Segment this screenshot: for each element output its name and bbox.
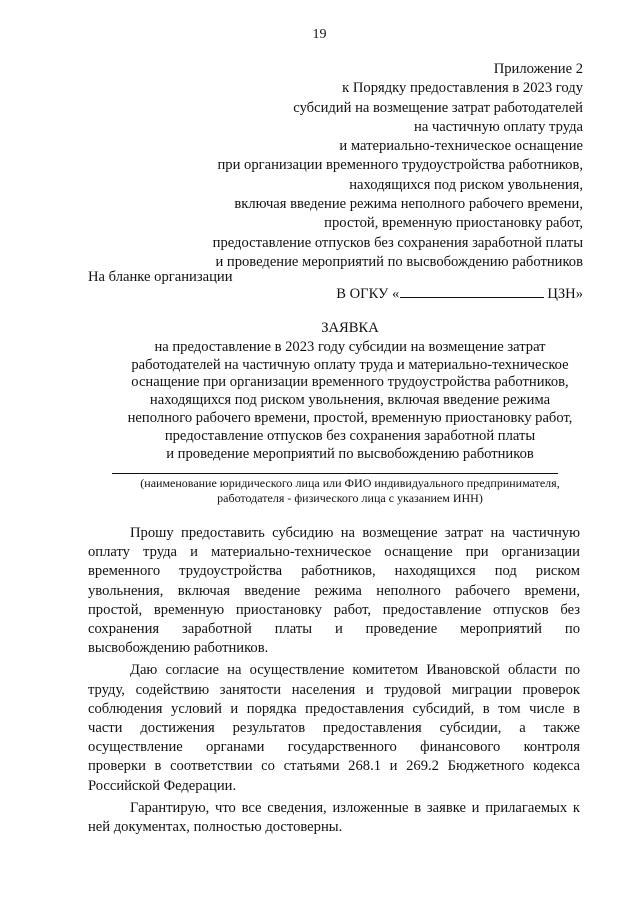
body-text bbox=[88, 524, 580, 840]
document-title: ЗАЯВКА bbox=[321, 320, 379, 336]
paragraph-line: проверки в соответствии со статьями 268.1 и 269.2 Бюджетного кодекса bbox=[88, 758, 580, 775]
appendix-line: на частичную оплату труда bbox=[414, 118, 583, 135]
appendix-line: предоставление отпусков без сохранения заработной платы bbox=[212, 234, 583, 251]
title-line: на предоставление в 2023 году субсидии на возмещение затрат bbox=[154, 338, 546, 355]
addressee-suffix: ЦЗН» bbox=[547, 286, 583, 302]
addressee-line bbox=[336, 284, 583, 303]
appendix-line: и материально-техническое оснащение bbox=[339, 138, 583, 155]
appendix-line: и проведение мероприятий по высвобождению работников bbox=[215, 253, 583, 270]
paragraph-consent bbox=[88, 661, 580, 795]
paragraph-request bbox=[88, 524, 580, 658]
applicant-caption bbox=[60, 476, 639, 507]
paragraph-line: Гарантирую, что все сведения, изложенные в заявке и прилагаемых к bbox=[130, 799, 580, 816]
title-line: и проведение мероприятий по высвобождению работников bbox=[166, 445, 534, 462]
document-title-block bbox=[60, 320, 639, 463]
appendix-line: находящихся под риском увольнения, bbox=[349, 176, 583, 193]
paragraph-line: Российской Федерации. bbox=[88, 777, 237, 794]
page-number: 19 bbox=[312, 27, 327, 42]
paragraph-line: соблюдения условий и порядка предоставления субсидий, в том числе в bbox=[88, 700, 580, 717]
title-line: находящихся под риском увольнения, включая введение режима bbox=[149, 392, 551, 409]
paragraph-line: оплату труда и материально-техническое оснащение при организации bbox=[88, 544, 580, 561]
paragraph-line: ней документах, полностью достоверны. bbox=[88, 819, 343, 836]
applicant-name-blank-line[interactable] bbox=[112, 473, 558, 474]
appendix-line: простой, временную приостановку работ, bbox=[324, 215, 583, 232]
appendix-line: к Порядку предоставления в 2023 году bbox=[342, 80, 583, 97]
addressee-blank-field[interactable] bbox=[400, 284, 544, 298]
paragraph-line: простой, временную приостановку работ, предоставление отпусков без bbox=[88, 601, 580, 618]
paragraph-line: части достижения результатов предоставления субсидии, а также bbox=[88, 720, 580, 737]
paragraph-line: высвобождению работников. bbox=[88, 640, 269, 657]
addressee-prefix: В ОГКУ « bbox=[336, 286, 400, 302]
title-line: неполного рабочего времени, простой, временную приостановку работ, bbox=[127, 409, 573, 426]
letterhead-note: На бланке организации bbox=[88, 269, 233, 285]
paragraph-guarantee bbox=[88, 799, 580, 837]
appendix-header bbox=[103, 60, 583, 272]
paragraph-line: временного трудоустройства работников, находящихся под риском bbox=[88, 563, 580, 580]
paragraph-line: увольнения, включая введение режима неполного рабочего времени, bbox=[88, 582, 580, 599]
title-line: оснащение при организации временного трудоустройства работников, bbox=[131, 374, 569, 391]
title-line: работодателей на частичную оплату труда и материально-техническое bbox=[131, 356, 569, 373]
paragraph-line: труду, содействию занятости населения и трудовой миграции проверок bbox=[88, 681, 580, 698]
paragraph-line: осуществление органами государственного финансового контроля bbox=[88, 739, 580, 756]
paragraph-line: сохранения заработной платы и проведение мероприятий по bbox=[88, 621, 580, 638]
paragraph-line: Даю согласие на осуществление комитетом Ивановской области по bbox=[130, 662, 580, 679]
caption-line: (наименование юридического лица или ФИО индивидуального предпринимателя, bbox=[140, 476, 560, 490]
appendix-line: Приложение 2 bbox=[493, 61, 583, 77]
title-line: предоставление отпусков без сохранения заработной платы bbox=[164, 427, 536, 444]
paragraph-line: Прошу предоставить субсидию на возмещение затрат на частичную bbox=[130, 525, 580, 541]
appendix-line: субсидий на возмещение затрат работодателей bbox=[293, 99, 583, 116]
caption-line: работодателя - физического лица с указанием ИНН) bbox=[217, 491, 483, 506]
appendix-line: при организации временного трудоустройства работников, bbox=[217, 157, 583, 174]
appendix-line: включая введение режима неполного рабочего времени, bbox=[234, 196, 583, 213]
